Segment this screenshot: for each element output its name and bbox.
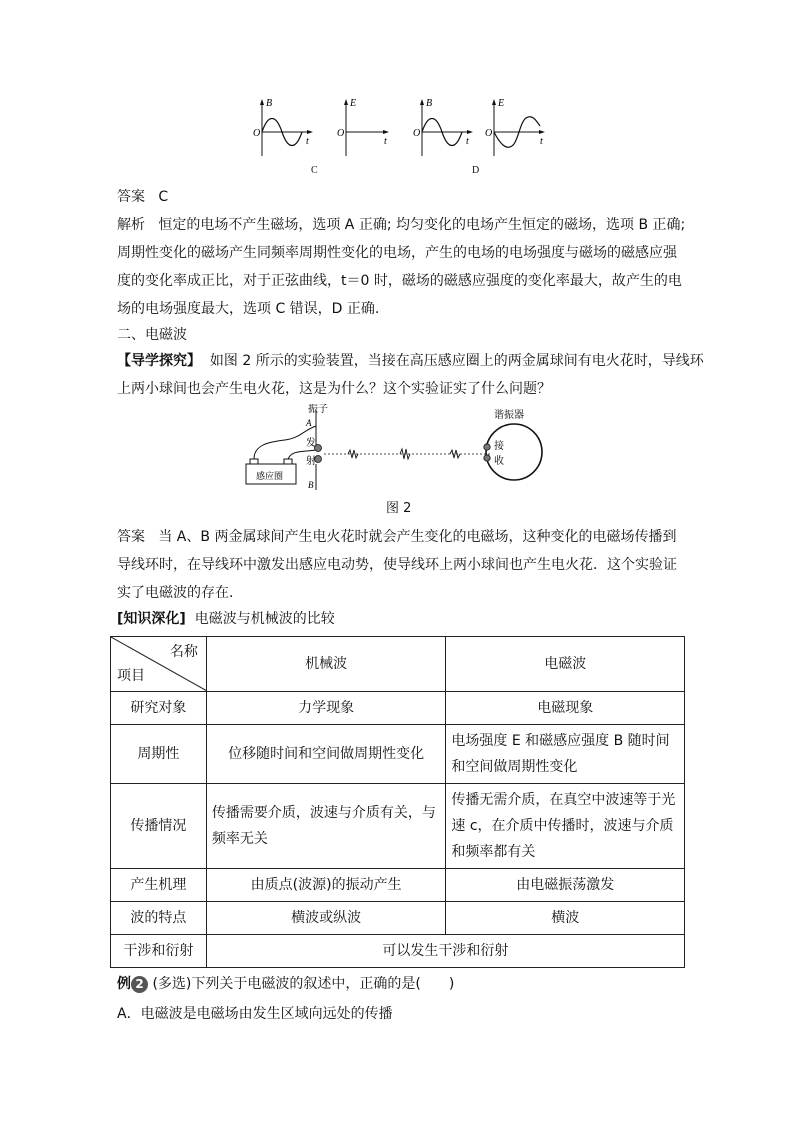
knowledge-tag: [知识深化] <box>117 611 186 627</box>
answer-2-label: 答案 <box>117 529 145 545</box>
answer-1 <box>117 183 168 211</box>
label-a: A <box>306 418 312 428</box>
row-mech: 力学现象 <box>206 692 446 725</box>
row-item: 波的特点 <box>111 902 207 935</box>
knowledge-title: 电磁波与机械波的比较 <box>194 611 335 627</box>
label-b: B <box>308 480 314 490</box>
label-o-4: O <box>485 128 493 139</box>
label-o-2: O <box>337 128 345 139</box>
row-mech: 传播需要介质，波速与介质有关，与频率无关 <box>206 784 446 869</box>
label-o-1: O <box>253 128 261 139</box>
label-resonator: 谐振器 <box>494 410 524 421</box>
row-em: 传播无需介质，在真空中波速等于光速 c，在介质中传播时，波速与介质和频率都有关 <box>446 784 685 869</box>
figure-2-caption: 图 2 <box>386 501 412 516</box>
label-e-2: E <box>350 98 357 109</box>
header-electromagnetic: 电磁波 <box>446 637 685 692</box>
answer-2-line-2: 导线环时，在导线环中激发出感应电动势，使导线环上两小球间也产生电火花．这个实验证 <box>117 557 677 573</box>
answer-2-line-3: 实了电磁波的存在. <box>117 585 234 601</box>
row-em: 电场强度 E 和磁感应强度 B 随时间和空间做周期性变化 <box>446 725 685 784</box>
example-question-text: (多选)下列关于电磁波的叙述中，正确的是( ) <box>152 976 455 992</box>
answer-2-line-1: 答案 当 A、B 两金属球间产生电火花时就会产生变化的电磁场，这种变化的电磁场传播到 <box>117 529 677 545</box>
label-e-4: E <box>498 98 505 109</box>
row-item: 研究对象 <box>111 692 207 725</box>
example-prefix: 例 <box>117 976 131 992</box>
graph-d-b <box>413 98 473 156</box>
guide-line-1: 【导学探究】 如图 2 所示的实验装置，当接在高压感应圈上的两金属球间有电火花时，导线环 <box>117 353 704 369</box>
label-b-3: B <box>426 98 433 109</box>
label-shou: 收 <box>494 456 504 467</box>
option-c-label: C <box>311 165 318 176</box>
label-t-1: t <box>306 136 309 147</box>
example-2-question <box>117 970 454 998</box>
header-diagonal-cell <box>111 637 207 692</box>
label-t-4: t <box>540 136 543 147</box>
row-mech: 位移随时间和空间做周期性变化 <box>206 725 446 784</box>
analysis-line-3: 度的变化率成正比，对于正弦曲线，t＝0 时，磁场的磁感应强度的变化率最大，故产生的电 <box>117 273 682 289</box>
label-t-3: t <box>466 136 469 147</box>
row-both: 可以发生干涉和衍射 <box>206 935 684 968</box>
row-em: 横波 <box>446 902 685 935</box>
resonator-ring <box>486 424 542 480</box>
label-she: 射 <box>306 456 316 467</box>
label-o-3: O <box>413 128 421 139</box>
graph-c-b <box>253 98 313 156</box>
analysis-line-1: 解析 恒定的电场不产生磁场，选项 A 正确; 均匀变化的电场产生恒定的磁场，选项 B 正确; <box>117 217 686 233</box>
guide-tag: 【导学探究】 <box>117 353 201 369</box>
example-option-a: A．电磁波是电磁场由发生区域向远处的传播 <box>117 1006 393 1022</box>
label-b-1: B <box>266 98 273 109</box>
row-item: 产生机理 <box>111 869 207 902</box>
table-row <box>111 902 685 935</box>
answer-1-label: 答案 <box>117 189 145 205</box>
coil-label: 感应圈 <box>256 472 284 482</box>
graph-d-e <box>485 98 545 156</box>
guide-line-2: 上两小球间也会产生电火花，这是为什么？这个实验证实了什么问题？ <box>117 381 551 397</box>
row-item: 干涉和衍射 <box>111 935 207 968</box>
row-item: 周期性 <box>111 725 207 784</box>
knowledge-heading <box>117 605 335 633</box>
figure-2-diagram <box>240 404 552 494</box>
table-header-row <box>111 637 685 692</box>
label-t-2: t <box>384 136 387 147</box>
analysis-line-2: 周期性变化的磁场产生同频率周期性变化的电场，产生的电场的电场强度与磁场的磁感应强 <box>117 245 677 261</box>
label-jie: 接 <box>494 441 504 452</box>
graph-c-e <box>337 98 389 156</box>
row-em: 由电磁振荡激发 <box>446 869 685 902</box>
comparison-table <box>110 636 685 968</box>
row-mech: 由质点(波源)的振动产生 <box>206 869 446 902</box>
wave-graphs <box>250 96 550 158</box>
example-number-badge: 2 <box>131 976 148 993</box>
table-row <box>111 869 685 902</box>
row-mech: 横波或纵波 <box>206 902 446 935</box>
option-d-label: D <box>472 165 480 176</box>
header-name: 名称 <box>169 644 198 660</box>
answer-1-value: C <box>158 189 169 205</box>
header-mechanical: 机械波 <box>206 637 446 692</box>
table-row <box>111 692 685 725</box>
analysis-label: 解析 <box>117 217 145 233</box>
table-row <box>111 725 685 784</box>
label-oscillator: 振子 <box>308 404 328 415</box>
table-row <box>111 935 685 968</box>
row-em: 电磁现象 <box>446 692 685 725</box>
label-fa: 发 <box>306 438 316 449</box>
row-item: 传播情况 <box>111 784 207 869</box>
header-item: 项目 <box>117 668 145 684</box>
section-2-title: 二、电磁波 <box>117 327 187 343</box>
analysis-line-4: 场的电场强度最大，选项 C 错误，D 正确. <box>117 301 380 317</box>
table-row <box>111 784 685 869</box>
